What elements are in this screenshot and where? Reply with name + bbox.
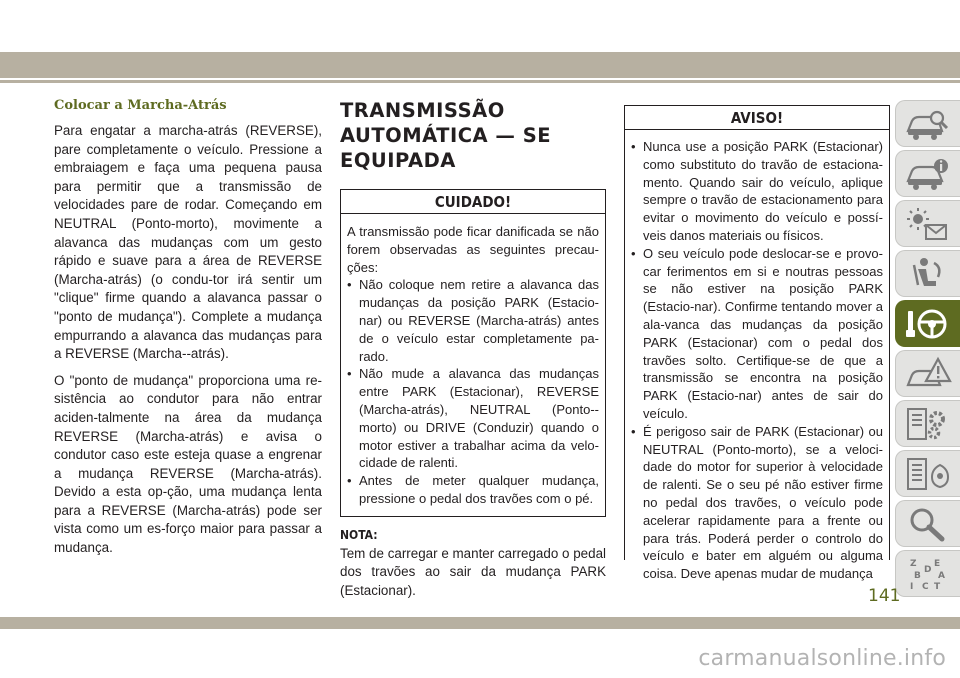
tab-maintenance[interactable]: [895, 400, 960, 447]
chapter-title-line: EQUIPADA: [340, 149, 456, 172]
tab-car-search[interactable]: [895, 100, 960, 147]
index-letters-icon: [904, 555, 952, 593]
column-left: [54, 98, 322, 566]
steering-wheel-icon: [904, 305, 952, 343]
footer-band: [0, 617, 960, 629]
bullet-dot-icon: •: [347, 366, 352, 382]
car-info-icon: [904, 155, 952, 193]
section-title: Colocar a Marcha-Atrás: [54, 98, 227, 113]
index-letter: A: [938, 571, 945, 581]
bullet-dot-icon: •: [631, 423, 636, 439]
tab-index[interactable]: [895, 550, 960, 597]
warning-triangle-car-icon: [904, 355, 952, 393]
watermark: carmanualsonline.info: [698, 646, 946, 671]
bullet-dot-icon: •: [631, 245, 636, 261]
index-letter: T: [934, 582, 941, 592]
column-middle: [340, 98, 606, 601]
chapter-title-line: TRANSMISSÃO: [340, 99, 505, 122]
caution-intro: A transmissão pode ficar danificada se não forem observadas as seguintes precau-ções:: [347, 224, 599, 275]
caution-bullet: • Antes de meter qualquer mudança, pressione o pedal dos travões com o pé.: [347, 473, 599, 506]
page-number: 141: [868, 586, 901, 606]
tab-dashboard-lights[interactable]: [895, 200, 960, 247]
warning-bullet: • O seu veículo pode deslocar-se e provo-car ferimentos em si e noutras pessoas se não estiver na posição PARK (Estacio-nar). Confirme tentando mover a ala-vanca das mudanças da posição PARK (Estacionar) com o pedal dos travões solto. Certifique-se de que a transmissão se encontra na posição PARK (Estacio-nar) antes de sair do veículo.: [631, 245, 883, 421]
chapter-title-line: AUTOMÁTICA — SE: [340, 124, 552, 147]
caution-body: [341, 214, 605, 516]
tab-emergency[interactable]: [895, 350, 960, 397]
index-letter: Z: [910, 559, 917, 569]
dashboard-lights-icon: [904, 205, 952, 243]
multimedia-search-icon: [904, 505, 952, 543]
warning-box: [624, 105, 890, 582]
header-rule: [0, 80, 960, 83]
bullet-dot-icon: •: [347, 277, 352, 293]
caution-bullet: • Não mude a alavanca das mudanças entre PARK (Estacionar), REVERSE (Marcha-atrás), NEUTRAL (Ponto--morto) ou DRIVE (Conduzir) quando o motor estiver a trabalhar acima da velo-cidade de ralenti.: [347, 366, 599, 471]
index-letter: B: [914, 571, 921, 581]
chapter-title: [340, 98, 606, 173]
index-letter: E: [934, 559, 941, 569]
warning-body: [625, 130, 889, 583]
caution-header: CUIDADO!: [341, 190, 605, 214]
warning-header: AVISO!: [625, 106, 889, 130]
specifications-icon: [904, 455, 952, 493]
index-letter: C: [922, 582, 929, 592]
tab-multimedia-search[interactable]: [895, 500, 960, 547]
airbag-seat-icon: [904, 255, 952, 293]
tab-specifications[interactable]: [895, 450, 960, 497]
car-search-icon: [904, 105, 952, 143]
paragraph: Para engatar a marcha-atrás (REVERSE), pare completamente o veículo. Pressione a embraiagem e faça uma pequena pausa para permitir que a transmissão de velocidades pare de rodar. Começando em NEUTRAL (Ponto-morto), movimente a alavanca das mudanças com um gesto rápido e suave para a área de REVERSE (Marcha-atrás) (o condu-tor irá sentir um "clique" firme quando a alavanca passar o "ponto de mudança"). Complete a mudança empurrando a alavanca das mudanças para a REVERSE (Marcha--atrás).: [54, 123, 322, 362]
note-label: NOTA:: [340, 527, 378, 542]
note-text: Tem de carregar e manter carregado o pedal dos travões ao sair da mudança PARK (Estacionar).: [340, 545, 606, 598]
bullet-dot-icon: •: [347, 473, 352, 489]
caution-bullet: • Não coloque nem retire a alavanca das mudanças da posição PARK (Estacio-nar) ou REVERSE (Marcha-atrás) antes de o veículo estar completamente pa-rado.: [347, 277, 599, 364]
index-letter: D: [924, 565, 932, 575]
maintenance-gears-icon: [904, 405, 952, 443]
chapter-tabs: [895, 100, 960, 600]
tab-car-info[interactable]: [895, 150, 960, 197]
warning-bullet: • Nunca use a posição PARK (Estacionar) como substituto do travão de estaciona-mento. Quando sair do veículo, aplique sempre o travão de estacionamento para evitar o movimento do veículo e possí-veis danos materiais ou físicos.: [631, 139, 883, 243]
index-letter: I: [910, 582, 914, 592]
header-band: [0, 52, 960, 78]
bullet-dot-icon: •: [631, 139, 636, 154]
tab-starting-and-operating[interactable]: [895, 300, 960, 347]
paragraph: O "ponto de mudança" proporciona uma re-sistência ao condutor para não entrar aciden-talmente na área da mudança REVERSE (Marcha-atrás) e avisa o condutor caso este esteja quase a engrenar a mudança REVERSE (Marcha-atrás). Devido a esta op-ção, uma mudança lenta para a REVERSE (Marcha-atrás) pode ser vista como um es-forço maior para passar a mudança.: [54, 372, 322, 556]
tab-airbag-seat[interactable]: [895, 250, 960, 297]
caution-box: [340, 189, 606, 517]
warning-bullet: • É perigoso sair de PARK (Estacionar) ou NEUTRAL (Ponto-morto), se a veloci-dade do motor for superior à velocidade de ralenti. Se o seu pé não estiver firme no pedal dos travões, o veículo pode acelerar rapidamente para a frente ou para trás. Poderá perder o controlo do veículo e bater em alguém ou alguma coisa. Deve apenas mudar de mudança: [631, 423, 883, 582]
